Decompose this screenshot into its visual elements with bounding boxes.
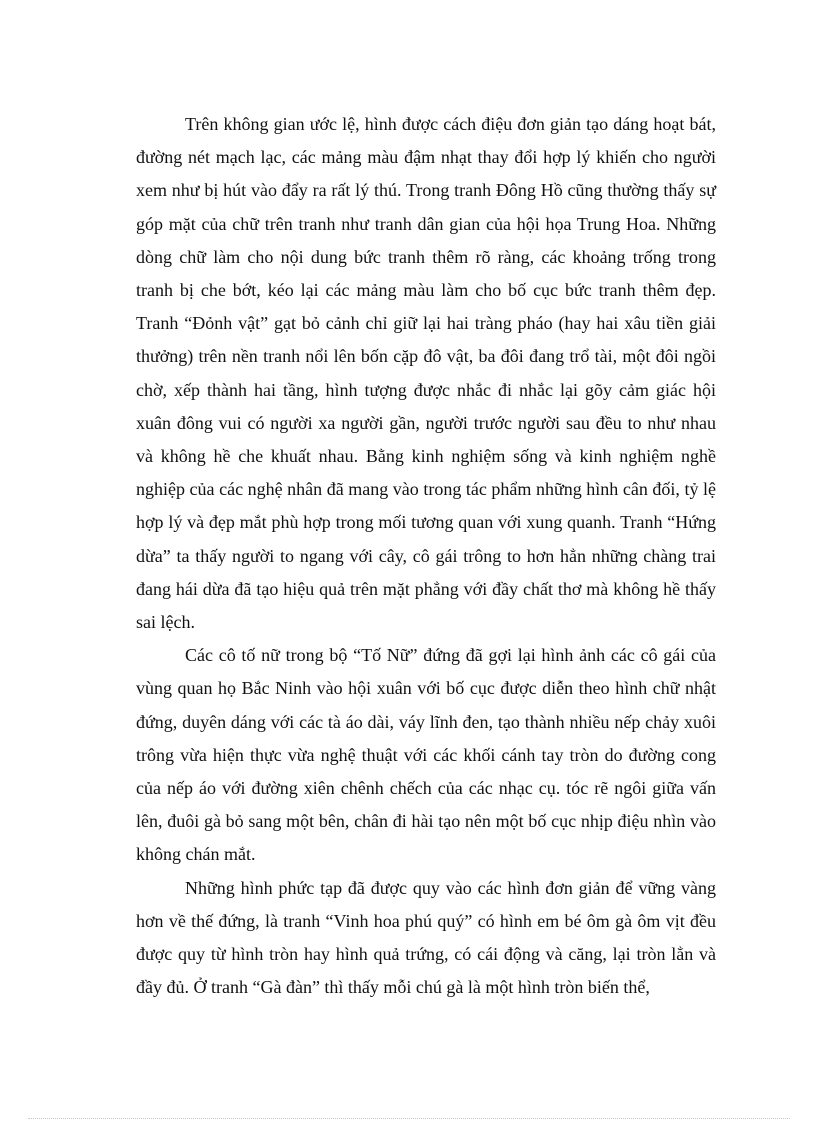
paragraph-2: Các cô tố nữ trong bộ “Tố Nữ” đứng đã gợi lại hình ảnh các cô gái của vùng quan họ Bắc Ninh vào hội xuân với bố cục được diễn theo hình chữ nhật đứng, duyên dáng với các tà áo dài, váy lĩnh đen, tạo thành nhiều nếp chảy xuôi trông vừa hiện thực vừa nghệ thuật với các khối cánh tay tròn do đường cong của nếp áo với đường xiên chênh chếch của các nhạc cụ. tóc rẽ ngôi giữa vấn lên, đuôi gà bỏ sang một bên, chân đi hài tạo nên một bố cục nhịp điệu nhìn vào không chán mắt. xyxy=(136,645,716,865)
paragraph-1: Trên không gian ước lệ, hình được cách điệu đơn giản tạo dáng hoạt bát, đường nét mạch lạc, các mảng màu đậm nhạt thay đổi hợp lý khiến cho người xem như bị hút vào đẩy ra rất lý thú. Trong tranh Đông Hồ cũng thường thấy sự góp mặt của chữ trên tranh như tranh dân gian của hội họa Trung Hoa. Những dòng chữ làm cho nội dung bức tranh thêm rõ ràng, các khoảng trống trong tranh bị che bớt, kéo lại các mảng màu làm cho bố cục bức tranh thêm đẹp. Tranh “Đỏnh vật” gạt bỏ cảnh chỉ giữ lại hai tràng pháo (hay hai xâu tiền giải thưởng) trên nền tranh nổi lên bốn cặp đô vật, ba đôi đang trổ tài, một đôi ngồi chờ, xếp thành hai tầng, hình tượng được nhắc đi nhắc lại gõy cảm giác hội xuân đông vui có người xa người gần, người trước người sau đều to như nhau và không hề che khuất nhau. Bằng kinh nghiệm sống và kinh nghiệm nghề nghiệp của các nghệ nhân đã mang vào trong tác phẩm những hình cân đối, tỷ lệ hợp lý và đẹp mắt phù hợp trong mối tương quan với xung quanh. Tranh “Hứng dừa” ta thấy người to ngang với cây, cô gái trông to hơn hẳn những chàng trai đang hái dừa đã tạo hiệu quả trên mặt phẳng với đầy chất thơ mà không hề thấy sai lệch. xyxy=(136,114,716,633)
page-bottom-dotted-rule xyxy=(28,1118,790,1119)
document-body xyxy=(136,108,716,1004)
paragraph-3: Những hình phức tạp đã được quy vào các hình đơn giản để vững vàng hơn về thế đứng, là tranh “Vinh hoa phú quý” có hình em bé ôm gà ôm vịt đều được quy từ hình tròn hay hình quả trứng, có cái động và căng, lại tròn lẳn và đầy đủ. Ở tranh “Gà đàn” thì thấy mỗi chú gà là một hình tròn biến thể, xyxy=(136,877,716,998)
